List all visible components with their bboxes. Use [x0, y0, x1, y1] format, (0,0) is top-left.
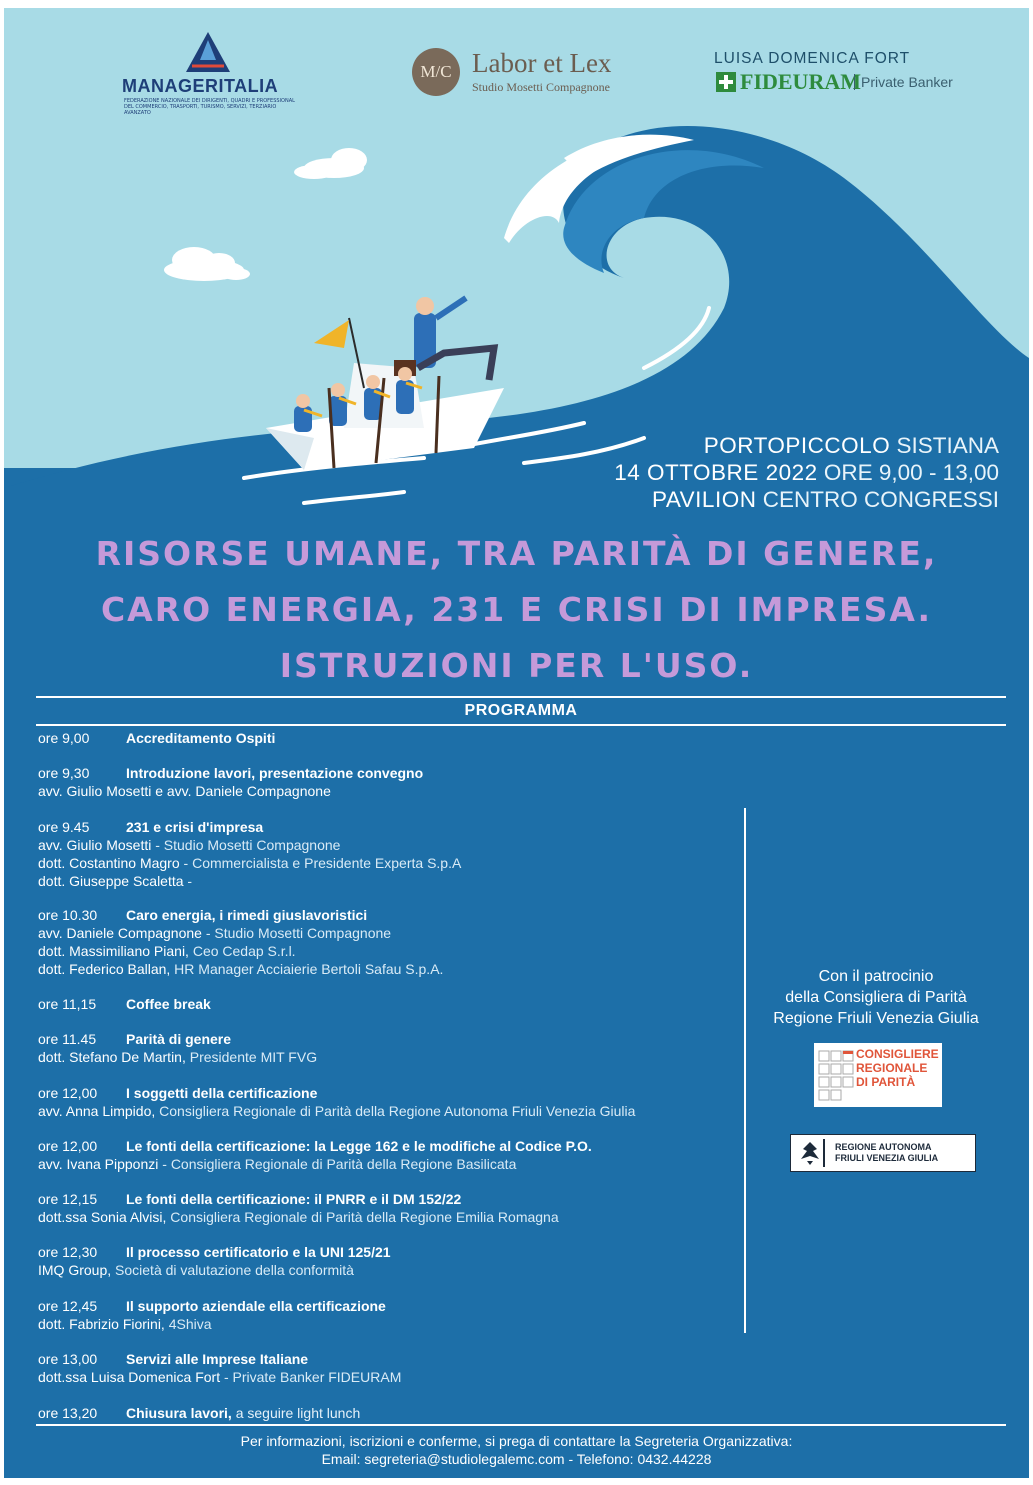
program-item-header [38, 1244, 748, 1262]
program-item-title: Servizi alle Imprese Italiane [126, 1351, 309, 1367]
program-item-header [38, 1191, 748, 1209]
event-date: 14 OTTOBRE 2022 ORE 9,00 - 13,00 [614, 460, 999, 485]
regione-fvg-logo [790, 1134, 976, 1172]
speaker-name: dott. Costantino Magro [38, 855, 180, 871]
speaker-name: avv. Daniele Compagnone [38, 925, 202, 941]
speaker-role: Consigliera Regionale di Parità della Regione Autonoma Friuli Venezia Giulia [155, 1103, 636, 1119]
program-item [38, 819, 748, 891]
program-item-title: Accreditamento Ospiti [126, 730, 276, 746]
program-item-time: ore 9,30 [38, 765, 90, 781]
speaker-name: avv. Anna Limpido, [38, 1103, 156, 1119]
program-item-speaker [38, 783, 748, 801]
program-item-title: Chiusura lavori, [126, 1405, 232, 1421]
speaker-role: - Studio Mosetti Compagnone [201, 925, 392, 941]
footer-info-line: Per informazioni, iscrizioni e conferme, si prega di contattare la Segreteria Organizzativa: [240, 1433, 793, 1449]
headline-line-2: CARO ENERGIA, 231 E CRISI DI IMPRESA. [100, 590, 933, 629]
fideuram-person-name: LUISA DOMENICA FORT [714, 50, 911, 67]
program-item-speaker [38, 1156, 748, 1174]
program-item-header [38, 1405, 748, 1423]
program-item-speaker [38, 943, 748, 961]
program-item-speaker [38, 1316, 748, 1334]
speaker-name: dott.ssa Sonia Alvisi, [38, 1209, 167, 1225]
program-item-speaker [38, 1369, 748, 1387]
program-item-header [38, 1138, 748, 1156]
headline-line-1: RISORSE UMANE, TRA PARITÀ DI GENERE, [95, 534, 938, 573]
program-item-header [38, 730, 748, 748]
program-item-title: Coffee break [126, 996, 211, 1012]
program-item-speaker [38, 1262, 748, 1280]
patronage-line-3: Regione Friuli Venezia Giulia [773, 1010, 979, 1027]
speaker-name: dott. Giuseppe Scaletta [38, 873, 184, 889]
program-item-speaker [38, 961, 748, 979]
program-item-title: Il supporto aziendale ella certificazione [126, 1298, 386, 1314]
speaker-name: dott. Federico Ballan, [38, 961, 171, 977]
speaker-name: avv. Giulio Mosetti [38, 837, 152, 853]
crp-grid-icon [818, 1049, 854, 1101]
program-item-header [38, 1085, 748, 1103]
program-item-time: ore 9.45 [38, 819, 90, 835]
program-item-time: ore 13,20 [38, 1405, 98, 1421]
program-item-speaker [38, 1049, 748, 1067]
eagle-icon [797, 1139, 825, 1167]
speaker-role: HR Manager Acciaierie Bertoli Safau S.p.A. [170, 961, 444, 977]
labor-et-lex-monogram: M/C [412, 48, 460, 96]
fideuram-role: Private Banker [854, 74, 953, 90]
speaker-name: dott.ssa Luisa Domenica Fort [38, 1369, 221, 1385]
program-item [38, 1031, 748, 1067]
program-item-title: Introduzione lavori, presentazione convegno [126, 765, 424, 781]
event-poster [4, 8, 1029, 1478]
speaker-role: 4Shiva [164, 1316, 212, 1332]
speaker-role: Società di valutazione della conformità [111, 1262, 354, 1278]
footer-contact [4, 1432, 1029, 1468]
program-item [38, 1351, 748, 1387]
crp-logo-text: CONSIGLIERE REGIONALE DI PARITÀ [856, 1047, 939, 1089]
speaker-role: Consigliera Regionale di Parità della Regione Emilia Romagna [166, 1209, 559, 1225]
clouds-decoration [164, 148, 367, 281]
speaker-name: avv. Ivana Pipponzi [38, 1156, 159, 1172]
program-item [38, 1298, 748, 1334]
patronage-text [748, 966, 1004, 1029]
speaker-role: - Commercialista e Presidente Experta S.p.A [179, 855, 462, 871]
program-item-speaker [38, 855, 748, 873]
program-item-title: Il processo certificatorio e la UNI 125/21 [126, 1244, 391, 1260]
program-item [38, 1138, 748, 1174]
labor-et-lex-name: Labor et Lex [472, 48, 612, 78]
labor-et-lex-logo [412, 46, 652, 106]
program-item-header [38, 1298, 748, 1316]
program-item-title: Caro energia, i rimedi giuslavoristici [126, 907, 368, 923]
program-item-time: ore 12,15 [38, 1191, 98, 1207]
footer-contact-line[interactable]: Email: segreteria@studiolegalemc.com - Telefono: 0432.44228 [321, 1451, 712, 1467]
program-item-speaker [38, 837, 748, 855]
labor-et-lex-subtitle: Studio Mosetti Compagnone [472, 80, 610, 94]
program-item-title: Le fonti della certificazione: il PNRR e il DM 152/22 [126, 1191, 462, 1207]
program-item-header [38, 907, 748, 925]
consigliere-regionale-logo [814, 1043, 942, 1107]
program-item [38, 765, 748, 801]
program-item [38, 907, 748, 979]
fideuram-brand: FIDEURAM [740, 69, 861, 94]
program-item-header [38, 765, 748, 783]
fideuram-cross-icon [716, 72, 736, 92]
program-item-speaker [38, 925, 748, 943]
program-item-header [38, 1351, 748, 1369]
speaker-role: Presidente MIT FVG [185, 1049, 318, 1065]
program-item-time: ore 12,45 [38, 1298, 98, 1314]
speaker-name: dott. Stefano De Martin, [38, 1049, 186, 1065]
program-item-title: Le fonti della certificazione: la Legge 162 e le modifiche al Codice P.O. [126, 1138, 592, 1154]
program-item-suffix: a seguire light lunch [231, 1405, 361, 1421]
program-item-speaker [38, 873, 748, 891]
program-item-header [38, 996, 748, 1014]
patronage-line-1: Con il patrocinio [818, 968, 934, 985]
headline-line-3: ISTRUZIONI PER L'USO. [279, 646, 754, 685]
program-item-speaker [38, 1209, 748, 1227]
speaker-role: - [183, 873, 193, 889]
event-info [614, 432, 999, 513]
headline [4, 526, 1029, 694]
program-item-title: 231 e crisi d'impresa [126, 819, 264, 835]
speaker-role: - Private Banker FIDEURAM [220, 1369, 402, 1385]
patronage-line-2: della Consigliera di Parità [785, 989, 967, 1006]
manageritalia-name: MANAGERITALIA [122, 76, 279, 96]
program-title: PROGRAMMA [36, 696, 1006, 726]
program-item [38, 996, 748, 1014]
vertical-divider [744, 808, 746, 1333]
event-venue: PAVILION CENTRO CONGRESSI [652, 487, 999, 512]
fvg-logo-text: REGIONE AUTONOMA FRIULI VENEZIA GIULIA [835, 1142, 939, 1163]
program-item [38, 730, 748, 748]
speaker-role: Ceo Cedap S.r.l. [188, 943, 296, 959]
bottom-rule [36, 1424, 1006, 1426]
program-item-time: ore 11,15 [38, 996, 97, 1012]
program-item [38, 1405, 748, 1423]
program-item-time: ore 11.45 [38, 1031, 97, 1047]
fideuram-logo [714, 50, 964, 100]
manageritalia-subtitle: FEDERAZIONE NAZIONALE DEI DIRIGENTI, QUADRI E PROFESSIONAL DEL COMMERCIO, TRASPORTI, TURISMO, SERVIZI, TERZIARIO AVANZATO [124, 98, 295, 116]
program-item-time: ore 10.30 [38, 907, 98, 923]
speaker-name: avv. Giulio Mosetti e avv. Daniele Compagnone [38, 783, 331, 799]
program-item [38, 1244, 748, 1280]
program-item-time: ore 12,00 [38, 1138, 98, 1154]
speaker-role: - Studio Mosetti Compagnone [151, 837, 341, 853]
speaker-name: dott. Fabrizio Fiorini, [38, 1316, 165, 1332]
program-item-time: ore 13,00 [38, 1351, 98, 1367]
program-item-title: I soggetti della certificazione [126, 1085, 318, 1101]
program-item [38, 1085, 748, 1121]
speaker-name: dott. Massimiliano Piani, [38, 943, 189, 959]
program-item-header [38, 819, 748, 837]
program-item-speaker [38, 1103, 748, 1121]
speaker-name: IMQ Group, [38, 1262, 112, 1278]
program-item [38, 1191, 748, 1227]
event-place: PORTOPICCOLO SISTIANA [703, 433, 999, 458]
manageritalia-mountain-icon [186, 32, 230, 72]
program-item-time: ore 12,30 [38, 1244, 98, 1260]
program-item-header [38, 1031, 748, 1049]
speaker-role: - Consigliera Regionale di Parità della Regione Basilicata [158, 1156, 517, 1172]
program-item-time: ore 12,00 [38, 1085, 98, 1101]
program-item-time: ore 9,00 [38, 730, 90, 746]
program-item-title: Parità di genere [126, 1031, 232, 1047]
